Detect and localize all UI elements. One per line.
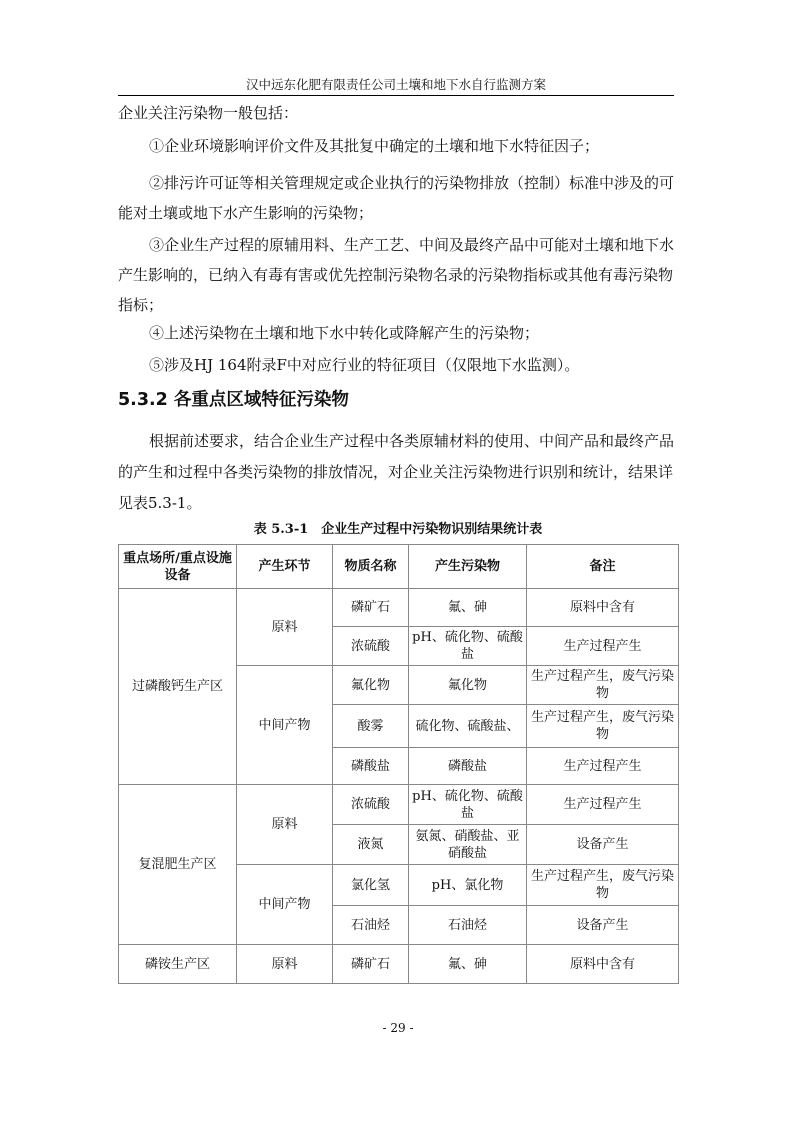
substance-cell: 磷矿石: [333, 589, 409, 627]
list-item-1: ①企业环境影响评价文件及其批复中确定的土壤和地下水特征因子；: [149, 137, 600, 155]
table-row: [119, 945, 679, 984]
area-cell: 磷铵生产区: [119, 945, 237, 984]
stage-cell: 中间产物: [237, 865, 333, 945]
col-header-substance: 物质名称: [333, 545, 409, 589]
pollutant-cell: pH、硫化物、硫酸盐: [409, 785, 527, 825]
substance-cell: 酸雾: [333, 705, 409, 748]
pollutant-cell: 氨氮、硝酸盐、亚硝酸盐: [409, 825, 527, 865]
header-rule: [118, 95, 674, 96]
stage-cell: 中间产物: [237, 666, 333, 785]
stage-cell: 原料: [237, 945, 333, 984]
body-paragraph: 根据前述要求，结合企业生产过程中各类原辅材料的使用、中间产品和最终产品的产生和过程中各类污染物的排放情况，对企业关注污染物进行识别和统计，结果详见表5.3-1。: [118, 432, 675, 512]
substance-cell: 浓硫酸: [333, 785, 409, 825]
stage-cell: 原料: [237, 589, 333, 666]
col-header-pollutant: 产生污染物: [409, 545, 527, 589]
list-item-5: ⑤涉及HJ 164附录F中对应行业的特征项目（仅限地下水监测）。: [149, 356, 580, 374]
list-item-2: ②排污许可证等相关管理规定或企业执行的污染物排放（控制）标准中涉及的可能对土壤或地下水产生影响的污染物；: [118, 174, 675, 222]
intro-text: 企业关注污染物一般包括：: [118, 104, 299, 122]
col-header-area: 重点场所/重点设施设备: [119, 545, 237, 589]
substance-cell: 磷酸盐: [333, 748, 409, 785]
table-header-row: [119, 545, 679, 589]
area-cell: 复混肥生产区: [119, 785, 237, 945]
list-item-3: ③企业生产过程的原辅用料、生产工艺、中间及最终产品中可能对土壤和地下水产生影响的，已纳入有毒有害或优先控制污染物名录的污染物指标或其他有毒污染物指标；: [118, 236, 675, 314]
pollutant-cell: pH、氯化物: [409, 865, 527, 906]
remark-cell: 设备产生: [527, 906, 679, 945]
remark-cell: 原料中含有: [527, 589, 679, 627]
table-caption: 表 5.3-1 企业生产过程中污染物识别结果统计表: [253, 522, 543, 537]
stage-cell: 原料: [237, 785, 333, 865]
pollutant-cell: 氟化物: [409, 666, 527, 705]
pollutant-cell: 氟、砷: [409, 945, 527, 984]
remark-cell: 生产过程产生: [527, 627, 679, 666]
col-header-remark: 备注: [527, 545, 679, 589]
section-heading: 5.3.2 各重点区域特征污染物: [118, 390, 349, 410]
substance-cell: 氯化氢: [333, 865, 409, 906]
table-row: [119, 785, 679, 825]
running-header: 汉中远东化肥有限责任公司土壤和地下水自行监测方案: [245, 77, 546, 92]
pollutant-cell: 氟、砷: [409, 589, 527, 627]
remark-cell: 设备产生: [527, 825, 679, 865]
pollutant-cell: 硫化物、硫酸盐、: [409, 705, 527, 748]
pollutant-table: [118, 544, 679, 984]
pollutant-cell: pH、硫化物、硫酸盐: [409, 627, 527, 666]
pollutant-cell: 石油烃: [409, 906, 527, 945]
substance-cell: 氟化物: [333, 666, 409, 705]
table-row: [119, 589, 679, 627]
page-number: - 29 -: [382, 1021, 414, 1035]
remark-cell: 原料中含有: [527, 945, 679, 984]
remark-cell: 生产过程产生: [527, 748, 679, 785]
remark-cell: 生产过程产生，废气污染物: [527, 865, 679, 906]
substance-cell: 浓硫酸: [333, 627, 409, 666]
list-item-4: ④上述污染物在土壤和地下水中转化或降解产生的污染物；: [149, 324, 540, 342]
substance-cell: 液氮: [333, 825, 409, 865]
substance-cell: 石油烃: [333, 906, 409, 945]
substance-cell: 磷矿石: [333, 945, 409, 984]
remark-cell: 生产过程产生，废气污染物: [527, 666, 679, 705]
col-header-stage: 产生环节: [237, 545, 333, 589]
remark-cell: 生产过程产生，废气污染物: [527, 705, 679, 748]
remark-cell: 生产过程产生: [527, 785, 679, 825]
area-cell: 过磷酸钙生产区: [119, 589, 237, 785]
pollutant-cell: 磷酸盐: [409, 748, 527, 785]
